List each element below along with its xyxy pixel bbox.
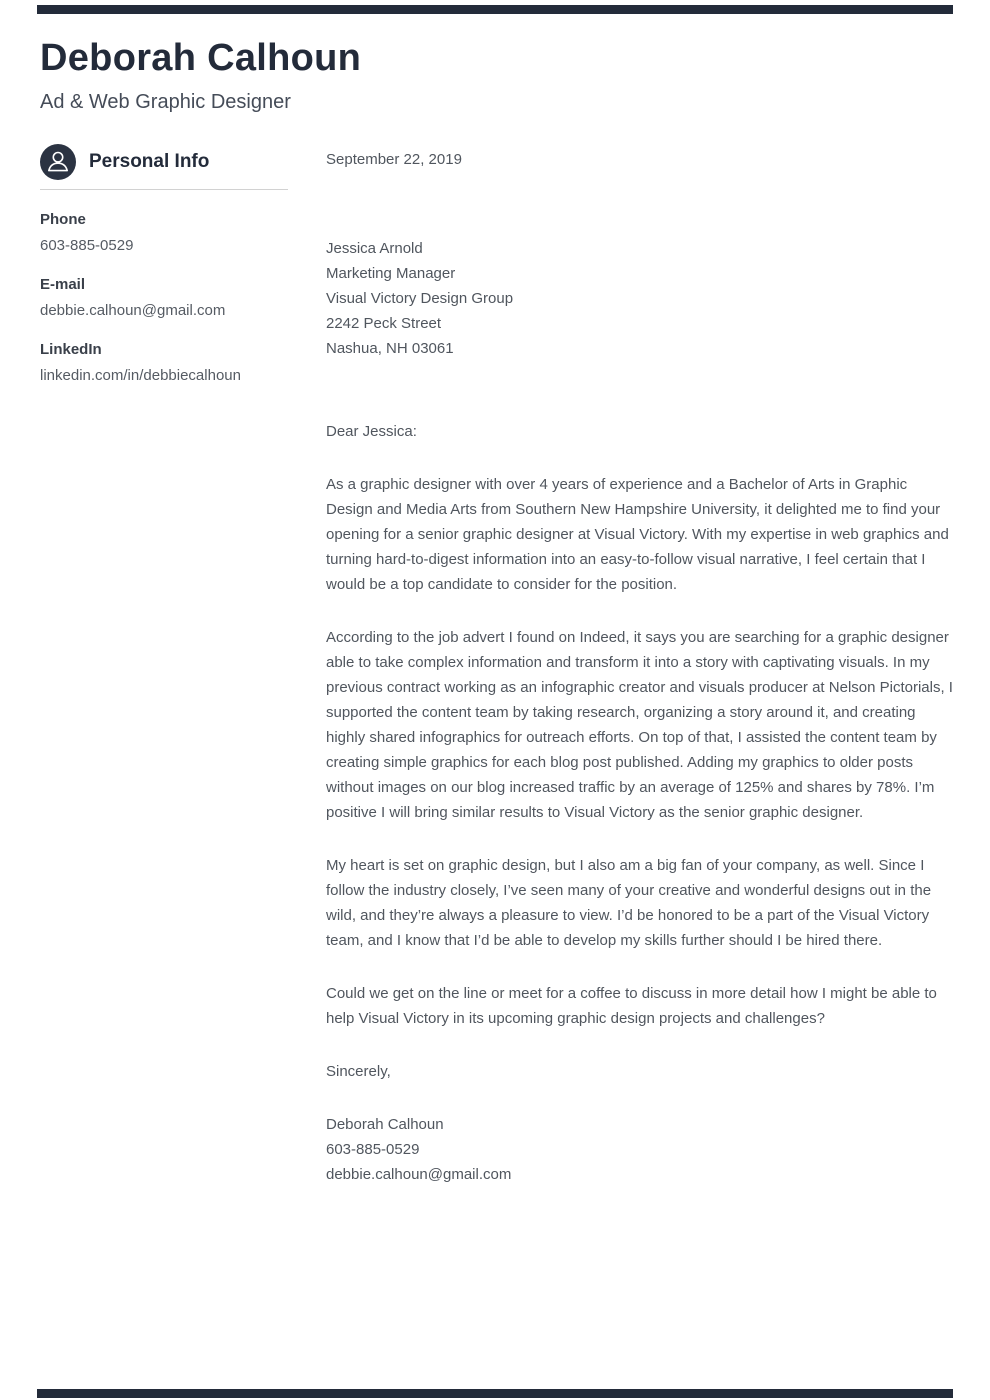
- field-linkedin: [40, 341, 288, 385]
- signature-phone: 603-885-0529: [326, 1140, 420, 1158]
- linkedin-value: linkedin.com/in/debbiecalhoun: [40, 366, 241, 384]
- field-phone: [40, 211, 288, 255]
- bottom-accent-bar: [37, 1389, 953, 1398]
- phone-label: Phone: [40, 210, 86, 228]
- signature-email: debbie.calhoun@gmail.com: [326, 1165, 512, 1183]
- letter-body: [326, 144, 953, 1187]
- person-icon: [40, 144, 76, 180]
- recipient-title: Marketing Manager: [326, 264, 456, 282]
- email-label: E-mail: [40, 275, 86, 293]
- phone-value: 603-885-0529: [40, 236, 134, 254]
- candidate-name: Deborah Calhoun: [40, 37, 362, 79]
- recipient-block: [326, 236, 953, 361]
- signature-block: [326, 1112, 953, 1187]
- recipient-street: 2242 Peck Street: [326, 314, 442, 332]
- linkedin-label: LinkedIn: [40, 340, 102, 358]
- email-value: debbie.calhoun@gmail.com: [40, 301, 226, 319]
- recipient-city: Nashua, NH 03061: [326, 339, 454, 357]
- paragraph-3: My heart is set on graphic design, but I also am a big fan of your company, as well. Since I follow the industry closely, I’ve seen many of your creative and wonderful designs out in the wild, and they’re always a pleasure to view. I’d be honored to be a part of the Visual Victory team, and I know that I’d be able to develop my skills further should I be hired there.: [326, 856, 932, 949]
- top-accent-bar: [37, 5, 953, 14]
- signature-name: Deborah Calhoun: [326, 1115, 444, 1133]
- closing: Sincerely,: [326, 1062, 391, 1080]
- two-column-layout: [40, 144, 953, 1187]
- paragraph-2: According to the job advert I found on Indeed, it says you are searching for a graphic designer able to take complex information and transform it into a story with captivating visuals. In my previous contract working as an infographic creator and visuals producer at Nelson Pictorials, I supported the content team by taking research, organizing a story around it, and creating highly shared infographics for outreach efforts. On top of that, I assisted the content team by creating simple graphics for each blog post published. Adding my graphics to older posts without images on our blog increased traffic by an average of 125% and shares by 78%. I’m positive I will bring similar results to Visual Victory as the senior graphic designer.: [326, 628, 953, 821]
- recipient-company: Visual Victory Design Group: [326, 289, 514, 307]
- job-title: Ad & Web Graphic Designer: [40, 90, 291, 113]
- field-email: [40, 276, 288, 320]
- sidebar-divider: [40, 189, 288, 190]
- salutation: Dear Jessica:: [326, 422, 417, 440]
- recipient-name: Jessica Arnold: [326, 239, 423, 257]
- personal-info-heading: Personal Info: [89, 150, 210, 172]
- paragraph-4: Could we get on the line or meet for a coffee to discuss in more detail how I might be able to help Visual Victory in its upcoming graphic design projects and challenges?: [326, 984, 937, 1027]
- sidebar: [40, 144, 288, 1187]
- paragraph-1: As a graphic designer with over 4 years of experience and a Bachelor of Arts in Graphic Design and Media Arts from Southern New Hampshire University, it delighted me to find your opening for a senior graphic designer at Visual Victory. With my expertise in web graphics and turning hard-to-digest information into an easy-to-follow visual narrative, I feel certain that I would be a top candidate to consider for the position.: [326, 475, 949, 593]
- personal-info-header: [40, 144, 288, 180]
- letter-date: September 22, 2019: [326, 150, 462, 168]
